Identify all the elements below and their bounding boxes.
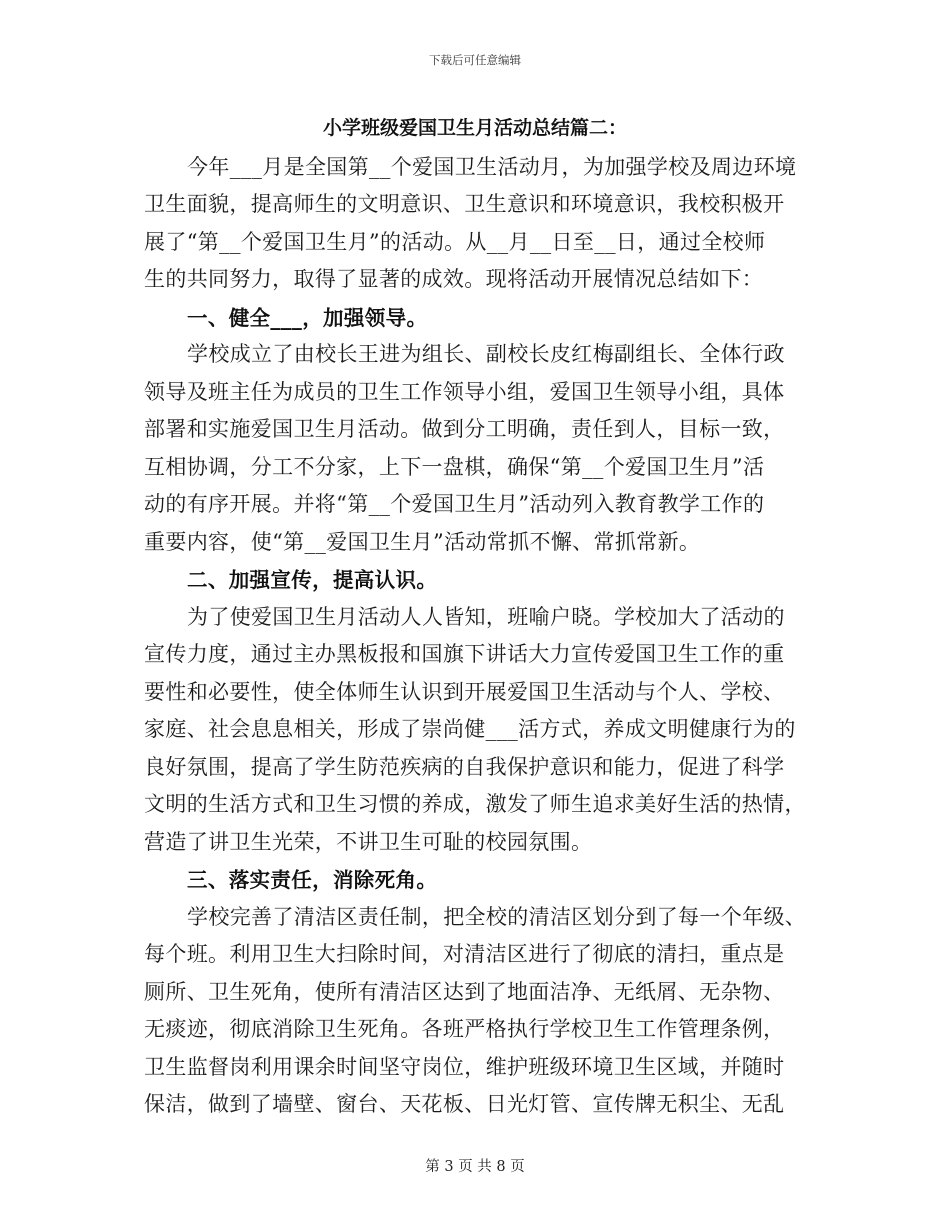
paragraph-line: 展了“第__个爱国卫生月”的活动。从__月__日至__日，通过全校师 — [144, 230, 766, 254]
paragraph-line: 领导及班主任为成员的卫生工作领导小组，爱国卫生领导小组，具体 — [144, 380, 785, 404]
paragraph-line: 文明的生活方式和卫生习惯的养成，激发了师生追求美好生活的热情， — [144, 792, 806, 816]
page-header: 下载后可任意编辑 — [429, 53, 521, 67]
section-heading: 三、落实责任，消除死角。 — [187, 868, 438, 892]
paragraph-line: 厕所、卫生死角，使所有清洁区达到了地面洁净、无纸屑、无杂物、 — [144, 980, 785, 1004]
paragraph-line: 要性和必要性，使全体师生认识到开展爱国卫生活动与个人、学校、 — [144, 680, 785, 704]
paragraph-line: 保洁，做到了墙壁、窗台、天花板、日光灯管、宣传牌无积尘、无乱 — [144, 1092, 785, 1116]
paragraph-line: 今年___月是全国第__个爱国卫生活动月，为加强学校及周边环境 — [187, 155, 797, 179]
paragraph-line: 互相协调，分工不分家，上下一盘棋，确保“第__个爱国卫生月”活 — [144, 455, 765, 479]
paragraph-line: 部署和实施爱国卫生月活动。做到分工明确，责任到人，目标一致， — [144, 417, 785, 441]
paragraph-line: 动的有序开展。并将“第__个爱国卫生月”活动列入教育教学工作的 — [144, 492, 765, 516]
page-number: 第 3 页 共 8 页 — [425, 1159, 525, 1175]
paragraph-line: 卫生面貌，提高师生的文明意识、卫生意识和环境意识，我校积极开 — [144, 192, 785, 216]
paragraph-line: 每个班。利用卫生大扫除时间，对清洁区进行了彻底的清扫，重点是 — [144, 942, 785, 966]
paragraph-line: 良好氛围，提高了学生防范疾病的自我保护意识和能力，促进了科学 — [144, 755, 785, 779]
paragraph-line: 生的共同努力，取得了显著的成效。现将活动开展情况总结如下： — [144, 267, 764, 291]
section-heading: 一、健全___，加强领导。 — [187, 306, 428, 330]
paragraph-line: 学校完善了清洁区责任制，把全校的清洁区划分到了每一个年级、 — [187, 905, 807, 929]
paragraph-line: 卫生监督岗利用课余时间坚守岗位，维护班级环境卫生区域，并随时 — [144, 1055, 785, 1079]
document-title: 小学班级爱国卫生月活动总结篇二： — [322, 117, 627, 139]
paragraph-line: 学校成立了由校长王进为组长、副校长皮红梅副组长、全体行政 — [187, 342, 785, 366]
paragraph-line: 无痰迹，彻底消除卫生死角。各班严格执行学校卫生工作管理条例， — [144, 1017, 785, 1041]
paragraph-line: 宣传力度，通过主办黑板报和国旗下讲话大力宣传爱国卫生工作的重 — [144, 642, 785, 666]
paragraph-line: 家庭、社会息息相关，形成了崇尚健___活方式，养成文明健康行为的 — [144, 717, 796, 741]
paragraph-line: 重要内容，使“第__爱国卫生月”活动常抓不懈、常抓常新。 — [144, 530, 701, 554]
paragraph-line: 为了使爱国卫生月活动人人皆知，班喻户晓。学校加大了活动的 — [187, 605, 785, 629]
section-heading: 二、加强宣传，提高认识。 — [187, 568, 438, 592]
paragraph-line: 营造了讲卫生光荣，不讲卫生可耻的校园氛围。 — [144, 830, 593, 854]
